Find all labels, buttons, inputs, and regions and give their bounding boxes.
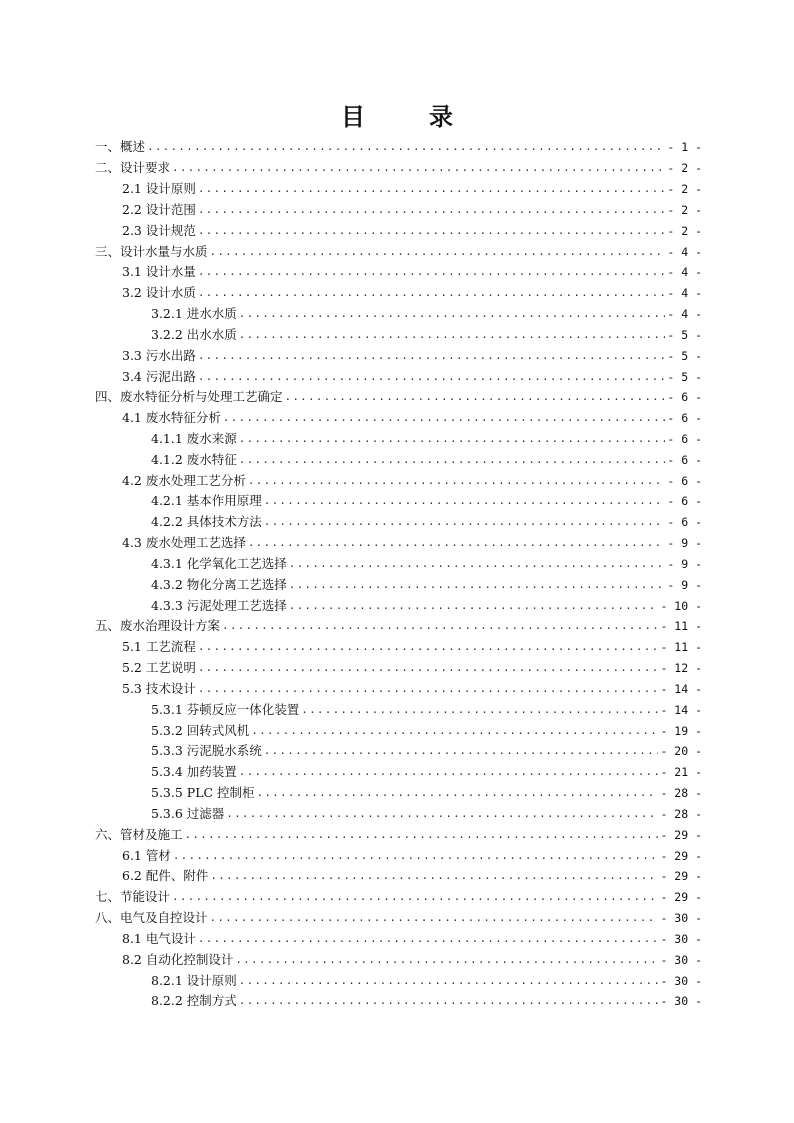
toc-entry-label: 8.2.1 设计原则 bbox=[151, 972, 237, 988]
toc-entry-label: 3.3 污水出路 bbox=[122, 347, 196, 363]
toc-entry[interactable] bbox=[95, 470, 702, 491]
toc-entry-page-number: - 6 - bbox=[667, 452, 702, 467]
toc-entry[interactable] bbox=[95, 220, 702, 241]
dot-leader bbox=[210, 908, 659, 928]
dot-leader bbox=[251, 721, 658, 741]
toc-entry[interactable] bbox=[95, 387, 702, 408]
dot-leader bbox=[210, 242, 666, 262]
dot-leader bbox=[248, 471, 666, 491]
toc-entry-page-number: - 9 - bbox=[667, 536, 702, 551]
dot-leader bbox=[289, 596, 659, 616]
toc-entry-label: 3.4 污泥出路 bbox=[122, 368, 196, 384]
toc-entry-page-number: - 30 - bbox=[660, 952, 702, 967]
dot-leader bbox=[198, 283, 666, 303]
toc-entry[interactable] bbox=[95, 137, 702, 158]
toc-entry[interactable] bbox=[95, 637, 702, 658]
toc-entry[interactable] bbox=[95, 845, 702, 866]
toc-entry-page-number: - 30 - bbox=[660, 973, 702, 988]
toc-entry[interactable] bbox=[95, 949, 702, 970]
dot-leader bbox=[198, 346, 666, 366]
toc-entry-label: 5.3.2 回转式风机 bbox=[151, 722, 250, 738]
dot-leader bbox=[289, 575, 666, 595]
toc-entry-page-number: - 30 - bbox=[660, 994, 702, 1009]
toc-entry-page-number: - 21 - bbox=[660, 765, 702, 780]
toc-entry-label: 4.2.2 具体技术方法 bbox=[151, 514, 262, 530]
toc-entry-page-number: - 2 - bbox=[667, 161, 702, 176]
toc-entry-page-number: - 2 - bbox=[667, 182, 702, 197]
toc-entry[interactable] bbox=[95, 616, 702, 637]
toc-entry-label: 3.1 设计水量 bbox=[122, 264, 196, 280]
dot-leader bbox=[239, 325, 666, 345]
toc-entry-page-number: - 4 - bbox=[667, 286, 702, 301]
toc-entry-page-number: - 14 - bbox=[660, 681, 702, 696]
dot-leader bbox=[223, 408, 666, 428]
toc-entry-label: 5.3.5 PLC 控制柜 bbox=[151, 785, 255, 801]
toc-entry-label: 4.2.1 基本作用原理 bbox=[151, 493, 262, 509]
toc-entry[interactable] bbox=[95, 991, 702, 1012]
toc-entry[interactable] bbox=[95, 324, 702, 345]
toc-entry-label: 6.2 配件、附件 bbox=[122, 868, 209, 884]
toc-entry[interactable] bbox=[95, 866, 702, 887]
toc-entry-label: 5.2 工艺说明 bbox=[122, 660, 196, 676]
toc-entry[interactable] bbox=[95, 908, 702, 929]
toc-entry-label: 二、设计要求 bbox=[95, 160, 171, 176]
toc-entry[interactable] bbox=[95, 199, 702, 220]
toc-entry-label: 5.3.1 芬顿反应一体化装置 bbox=[151, 701, 300, 717]
toc-entry-page-number: - 19 - bbox=[660, 723, 702, 738]
toc-entry-label: 5.3 技术设计 bbox=[122, 680, 196, 696]
toc-entry[interactable] bbox=[95, 345, 702, 366]
toc-entry[interactable] bbox=[95, 554, 702, 575]
toc-entry-page-number: - 29 - bbox=[660, 827, 702, 842]
toc-entry-label: 8.2.2 控制方式 bbox=[151, 993, 237, 1009]
dot-leader bbox=[222, 616, 658, 636]
toc-entry-label: 4.3.1 化学氧化工艺选择 bbox=[151, 555, 287, 571]
dot-leader bbox=[239, 991, 659, 1011]
toc-entry-label: 4.3.3 污泥处理工艺选择 bbox=[151, 597, 287, 613]
toc-entry[interactable] bbox=[95, 429, 702, 450]
dot-leader bbox=[147, 137, 665, 157]
toc-entry[interactable] bbox=[95, 241, 702, 262]
toc-entry-label: 5.3.6 过滤器 bbox=[151, 805, 225, 821]
toc-entry[interactable] bbox=[95, 491, 702, 512]
dot-leader bbox=[285, 387, 666, 407]
dot-leader bbox=[235, 950, 658, 970]
dot-leader bbox=[198, 637, 659, 657]
toc-entry-label: 一、概述 bbox=[95, 139, 146, 155]
table-of-contents bbox=[95, 137, 702, 1012]
toc-entry-label: 5.3.4 加药装置 bbox=[151, 764, 237, 780]
toc-entry-label: 六、管材及施工 bbox=[95, 826, 183, 842]
toc-entry[interactable] bbox=[95, 533, 702, 554]
dot-leader bbox=[239, 762, 659, 782]
toc-entry-page-number: - 30 - bbox=[660, 911, 702, 926]
toc-entry[interactable] bbox=[95, 179, 702, 200]
dot-leader bbox=[239, 971, 659, 991]
toc-entry-label: 2.2 设计范围 bbox=[122, 201, 196, 217]
toc-entry[interactable] bbox=[95, 512, 702, 533]
dot-leader bbox=[172, 887, 658, 907]
toc-entry[interactable] bbox=[95, 783, 702, 804]
toc-entry-page-number: - 5 - bbox=[667, 369, 702, 384]
toc-entry[interactable] bbox=[95, 658, 702, 679]
toc-entry[interactable] bbox=[95, 928, 702, 949]
toc-entry-page-number: - 2 - bbox=[667, 202, 702, 217]
dot-leader bbox=[226, 804, 658, 824]
dot-leader bbox=[173, 846, 659, 866]
toc-entry-page-number: - 11 - bbox=[660, 619, 702, 634]
toc-entry[interactable] bbox=[95, 824, 702, 845]
dot-leader bbox=[301, 700, 658, 720]
toc-entry-label: 4.1.1 废水来源 bbox=[151, 431, 237, 446]
toc-entry-page-number: - 12 - bbox=[660, 661, 702, 676]
dot-leader bbox=[198, 658, 659, 678]
toc-entry-page-number: - 2 - bbox=[667, 223, 702, 238]
toc-entry-page-number: - 9 - bbox=[667, 556, 702, 571]
dot-leader bbox=[198, 367, 666, 387]
toc-entry-page-number: - 14 - bbox=[660, 702, 702, 717]
dot-leader bbox=[198, 262, 666, 282]
toc-entry-page-number: - 30 - bbox=[660, 931, 702, 946]
toc-entry-label: 4.1.2 废水特征 bbox=[151, 451, 237, 467]
toc-entry-page-number: - 5 - bbox=[667, 327, 702, 342]
toc-entry[interactable] bbox=[95, 679, 702, 700]
toc-entry-label: 3.2.2 出水水质 bbox=[151, 326, 237, 342]
dot-leader bbox=[198, 200, 666, 220]
toc-entry-label: 3.2 设计水质 bbox=[122, 285, 196, 301]
toc-entry-page-number: - 6 - bbox=[667, 411, 702, 426]
toc-entry[interactable] bbox=[95, 699, 702, 720]
toc-entry[interactable] bbox=[95, 804, 702, 825]
toc-entry-page-number: - 1 - bbox=[667, 140, 702, 155]
dot-leader bbox=[239, 450, 666, 470]
toc-entry[interactable] bbox=[95, 720, 702, 741]
toc-entry-label: 4.3 废水处理工艺选择 bbox=[122, 535, 246, 551]
toc-entry-page-number: - 6 - bbox=[667, 494, 702, 509]
toc-entry-page-number: - 29 - bbox=[660, 869, 702, 884]
toc-entry-label: 6.1 管材 bbox=[122, 847, 171, 863]
toc-entry-page-number: - 29 - bbox=[660, 890, 702, 905]
toc-entry-page-number: - 11 - bbox=[660, 640, 702, 655]
toc-entry-page-number: - 4 - bbox=[667, 244, 702, 259]
toc-entry-label: 4.2 废水处理工艺分析 bbox=[122, 472, 246, 488]
toc-entry[interactable] bbox=[95, 304, 702, 325]
dot-leader bbox=[239, 304, 666, 324]
toc-entry[interactable] bbox=[95, 574, 702, 595]
toc-entry-page-number: - 4 - bbox=[667, 307, 702, 322]
toc-entry-label: 2.1 设计原则 bbox=[122, 181, 196, 197]
dot-leader bbox=[198, 679, 659, 699]
toc-entry-page-number: - 9 - bbox=[667, 577, 702, 592]
toc-entry-page-number: - 10 - bbox=[660, 598, 702, 613]
toc-entry-page-number: - 6 - bbox=[667, 432, 702, 446]
toc-entry-page-number: - 28 - bbox=[660, 806, 702, 821]
toc-entry-label: 4.3.2 物化分离工艺选择 bbox=[151, 576, 287, 592]
toc-title: 目 录 bbox=[341, 102, 473, 131]
dot-leader bbox=[198, 929, 659, 949]
dot-leader bbox=[185, 825, 659, 845]
toc-entry-label: 2.3 设计规范 bbox=[122, 222, 196, 238]
dot-leader bbox=[239, 429, 666, 449]
toc-entry[interactable] bbox=[95, 408, 702, 429]
dot-leader bbox=[172, 158, 665, 178]
dot-leader bbox=[198, 179, 666, 199]
toc-entry-page-number: - 4 - bbox=[667, 265, 702, 280]
toc-entry-label: 五、废水治理设计方案 bbox=[95, 618, 221, 634]
dot-leader bbox=[248, 533, 666, 553]
dot-leader bbox=[210, 866, 658, 886]
toc-entry-label: 8.2 自动化控制设计 bbox=[122, 951, 234, 967]
toc-entry-page-number: - 6 - bbox=[667, 473, 702, 488]
toc-entry-page-number: - 5 - bbox=[667, 348, 702, 363]
toc-entry-label: 八、电气及自控设计 bbox=[95, 910, 208, 926]
toc-entry-page-number: - 6 - bbox=[667, 515, 702, 530]
toc-entry-page-number: - 28 - bbox=[660, 786, 702, 801]
toc-entry[interactable] bbox=[95, 762, 702, 783]
toc-entry-page-number: - 29 - bbox=[660, 848, 702, 863]
toc-entry[interactable] bbox=[95, 449, 702, 470]
toc-entry-page-number: - 20 - bbox=[660, 744, 702, 759]
dot-leader bbox=[257, 783, 659, 803]
toc-entry[interactable] bbox=[95, 887, 702, 908]
toc-entry-label: 4.1 废水特征分析 bbox=[122, 410, 221, 426]
toc-entry[interactable] bbox=[95, 741, 702, 762]
dot-leader bbox=[264, 512, 666, 532]
toc-entry-label: 5.3.3 污泥脱水系统 bbox=[151, 743, 262, 759]
toc-entry-label: 三、设计水量与水质 bbox=[95, 243, 208, 259]
toc-entry-label: 5.1 工艺流程 bbox=[122, 639, 196, 655]
toc-entry[interactable] bbox=[95, 283, 702, 304]
toc-entry[interactable] bbox=[95, 970, 702, 991]
toc-entry[interactable] bbox=[95, 595, 702, 616]
dot-leader bbox=[264, 741, 659, 761]
dot-leader bbox=[264, 491, 666, 511]
toc-entry-label: 8.1 电气设计 bbox=[122, 930, 196, 946]
dot-leader bbox=[198, 221, 666, 241]
toc-entry-label: 七、节能设计 bbox=[95, 889, 171, 905]
dot-leader bbox=[289, 554, 666, 574]
toc-entry-label: 四、废水特征分析与处理工艺确定 bbox=[95, 389, 283, 405]
toc-entry[interactable] bbox=[95, 158, 702, 179]
toc-entry-page-number: - 6 - bbox=[667, 390, 702, 405]
toc-entry[interactable] bbox=[95, 262, 702, 283]
toc-entry[interactable] bbox=[95, 366, 702, 387]
toc-entry-label: 3.2.1 进水水质 bbox=[151, 306, 237, 322]
